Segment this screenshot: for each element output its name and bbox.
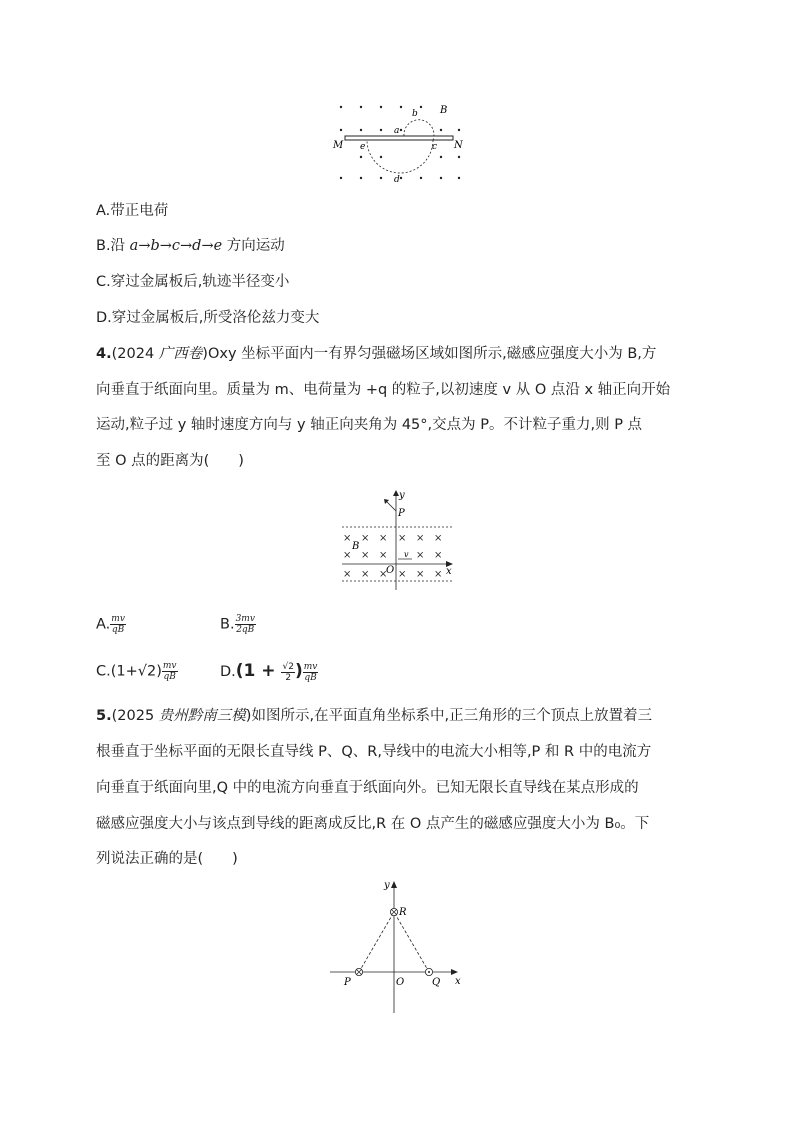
wire-r-into-page xyxy=(390,908,397,915)
q4-option-c-label: C.(1+√2) xyxy=(96,663,162,680)
q4-option-d-num: mv xyxy=(303,661,318,672)
figure-triangle-wires xyxy=(325,876,470,1016)
q5-source-open: (2025 xyxy=(111,708,159,724)
svg-text:×: × xyxy=(398,569,407,580)
field-dots xyxy=(340,106,460,179)
x-axis-arrow xyxy=(451,969,458,975)
svg-text:×: × xyxy=(416,550,425,561)
svg-text:×: × xyxy=(434,550,443,561)
label-B: B xyxy=(352,541,360,552)
q4-source-close: ) xyxy=(202,346,208,362)
q3-option-b-suffix: 方向运动 xyxy=(222,238,285,254)
svg-text:×: × xyxy=(434,533,443,544)
label-x: x xyxy=(455,976,461,987)
q5-line1 xyxy=(96,706,652,726)
q4-number: 4. xyxy=(96,346,112,362)
trajectory-lower xyxy=(367,140,433,173)
label-e: e xyxy=(360,142,366,152)
svg-text:×: × xyxy=(379,569,388,580)
q4-option-c-num: mv xyxy=(162,661,177,671)
q5-line3: 向垂直于纸面向里,Q 中的电流方向垂直于纸面向外。已知无限长直导线在某点形成的 xyxy=(96,780,639,796)
svg-text:×: × xyxy=(343,533,352,544)
q4-option-b-fraction xyxy=(235,614,256,635)
wire-q-out-of-page xyxy=(425,968,432,975)
svg-text:×: × xyxy=(434,569,443,580)
label-Q: Q xyxy=(432,977,441,988)
q4-option-d-den: qB xyxy=(304,672,317,683)
label-N: N xyxy=(454,140,463,151)
q4-option-a-label: A. xyxy=(96,616,111,633)
q4-option-b-label: B. xyxy=(220,616,235,633)
q4-option-a-den: qB xyxy=(111,625,125,635)
q3-option-c[interactable]: C.穿过金属板后,轨迹半径变小 xyxy=(96,274,290,290)
label-b: b xyxy=(412,109,418,119)
q5-number: 5. xyxy=(96,708,112,724)
q4-option-d-sqrt-fraction xyxy=(281,662,294,683)
q4-option-d-paren-open: (1 + xyxy=(235,661,282,681)
q5-source-close: ) xyxy=(245,708,252,724)
y-axis-arrow xyxy=(391,881,397,888)
label-O: O xyxy=(396,977,405,988)
svg-text:×: × xyxy=(343,550,352,561)
label-O: O xyxy=(386,565,395,576)
q4-text-1: Oxy 坐标平面内一有界匀强磁场区域如图所示,磁感应强度大小为 B,方 xyxy=(207,346,657,362)
q3-option-b[interactable] xyxy=(96,236,285,256)
svg-text:×: × xyxy=(343,569,352,580)
svg-text:×: × xyxy=(361,533,370,544)
q5-line4: 磁感应强度大小与该点到导线的距离成反比,R 在 O 点产生的磁感应强度大小为 B₀。下 xyxy=(96,816,650,832)
label-d: d xyxy=(394,175,400,185)
q5-text-1: 如图所示,在平面直角坐标系中,正三角形的三个顶点上放置着三 xyxy=(251,708,653,724)
label-a: a xyxy=(394,126,400,136)
q4-option-a[interactable] xyxy=(96,614,126,635)
q4-option-d-paren-close: ) xyxy=(294,661,303,681)
q4-line1 xyxy=(96,344,656,364)
exit-velocity-arrow xyxy=(386,501,396,511)
q4-option-b-num: 3mv xyxy=(235,614,255,624)
q4-option-d-sqrt: √2 xyxy=(282,661,294,672)
q4-line2: 向垂直于纸面向里。质量为 m、电荷量为 +q 的粒子,以初速度 v 从 O 点沿 x 轴正向开始 xyxy=(96,382,671,398)
svg-text:×: × xyxy=(398,533,407,544)
q5-line5: 列说法正确的是( ) xyxy=(96,851,238,867)
q5-source: 贵州黔南三模 xyxy=(158,708,246,724)
q4-option-d[interactable] xyxy=(220,661,318,683)
q4-source: 广西卷 xyxy=(158,346,203,362)
q4-option-c-fraction xyxy=(162,661,178,682)
label-B: B xyxy=(440,105,448,116)
q4-option-a-num: mv xyxy=(111,614,125,624)
label-M: M xyxy=(333,140,344,151)
q4-option-b-den: 2qB xyxy=(236,625,255,635)
svg-text:×: × xyxy=(416,533,425,544)
label-P: P xyxy=(344,977,351,988)
label-c: c xyxy=(432,142,438,152)
side-qr xyxy=(394,912,429,972)
q4-line4: 至 O 点的距离为( ) xyxy=(96,453,244,469)
side-pr xyxy=(359,912,394,972)
metal-plate xyxy=(345,136,453,140)
svg-text:×: × xyxy=(379,533,388,544)
q5-line2: 根垂直于坐标平面的无限长直导线 P、Q、R,导线中的电流大小相等,P 和 R 中的电流方 xyxy=(96,744,652,760)
q4-option-c[interactable] xyxy=(96,661,178,682)
q4-source-open: (2024 xyxy=(111,346,159,362)
svg-text:×: × xyxy=(361,569,370,580)
q4-option-d-label: D. xyxy=(220,664,236,680)
svg-text:×: × xyxy=(416,569,425,580)
q3-option-b-path: a→b→c→d→e xyxy=(129,238,223,254)
q4-option-d-fraction xyxy=(303,662,319,683)
label-x: x xyxy=(446,566,452,577)
q4-line3: 运动,粒子过 y 轴时速度方向与 y 轴正向夹角为 45°,交点为 P。不计粒子重力,则 P 点 xyxy=(96,417,643,433)
svg-text:×: × xyxy=(361,550,370,561)
q3-option-d[interactable]: D.穿过金属板后,所受洛伦兹力变大 xyxy=(96,310,320,326)
figure-bounded-field xyxy=(336,488,461,593)
svg-text:×: × xyxy=(379,550,388,561)
wire-p-into-page xyxy=(355,968,362,975)
q3-option-a[interactable]: A.带正电荷 xyxy=(96,203,169,219)
label-R: R xyxy=(399,907,407,918)
q4-option-a-fraction xyxy=(110,614,126,635)
label-v: v xyxy=(404,550,409,559)
q3-option-b-prefix: B.沿 xyxy=(96,238,130,254)
q4-option-c-den: qB xyxy=(163,672,176,682)
q4-option-b[interactable] xyxy=(220,614,256,635)
label-P: P xyxy=(398,508,405,519)
q4-option-d-two: 2 xyxy=(285,672,292,683)
label-y: y xyxy=(384,880,390,891)
label-y: y xyxy=(399,490,405,501)
figure-magnetic-plate xyxy=(325,100,470,190)
